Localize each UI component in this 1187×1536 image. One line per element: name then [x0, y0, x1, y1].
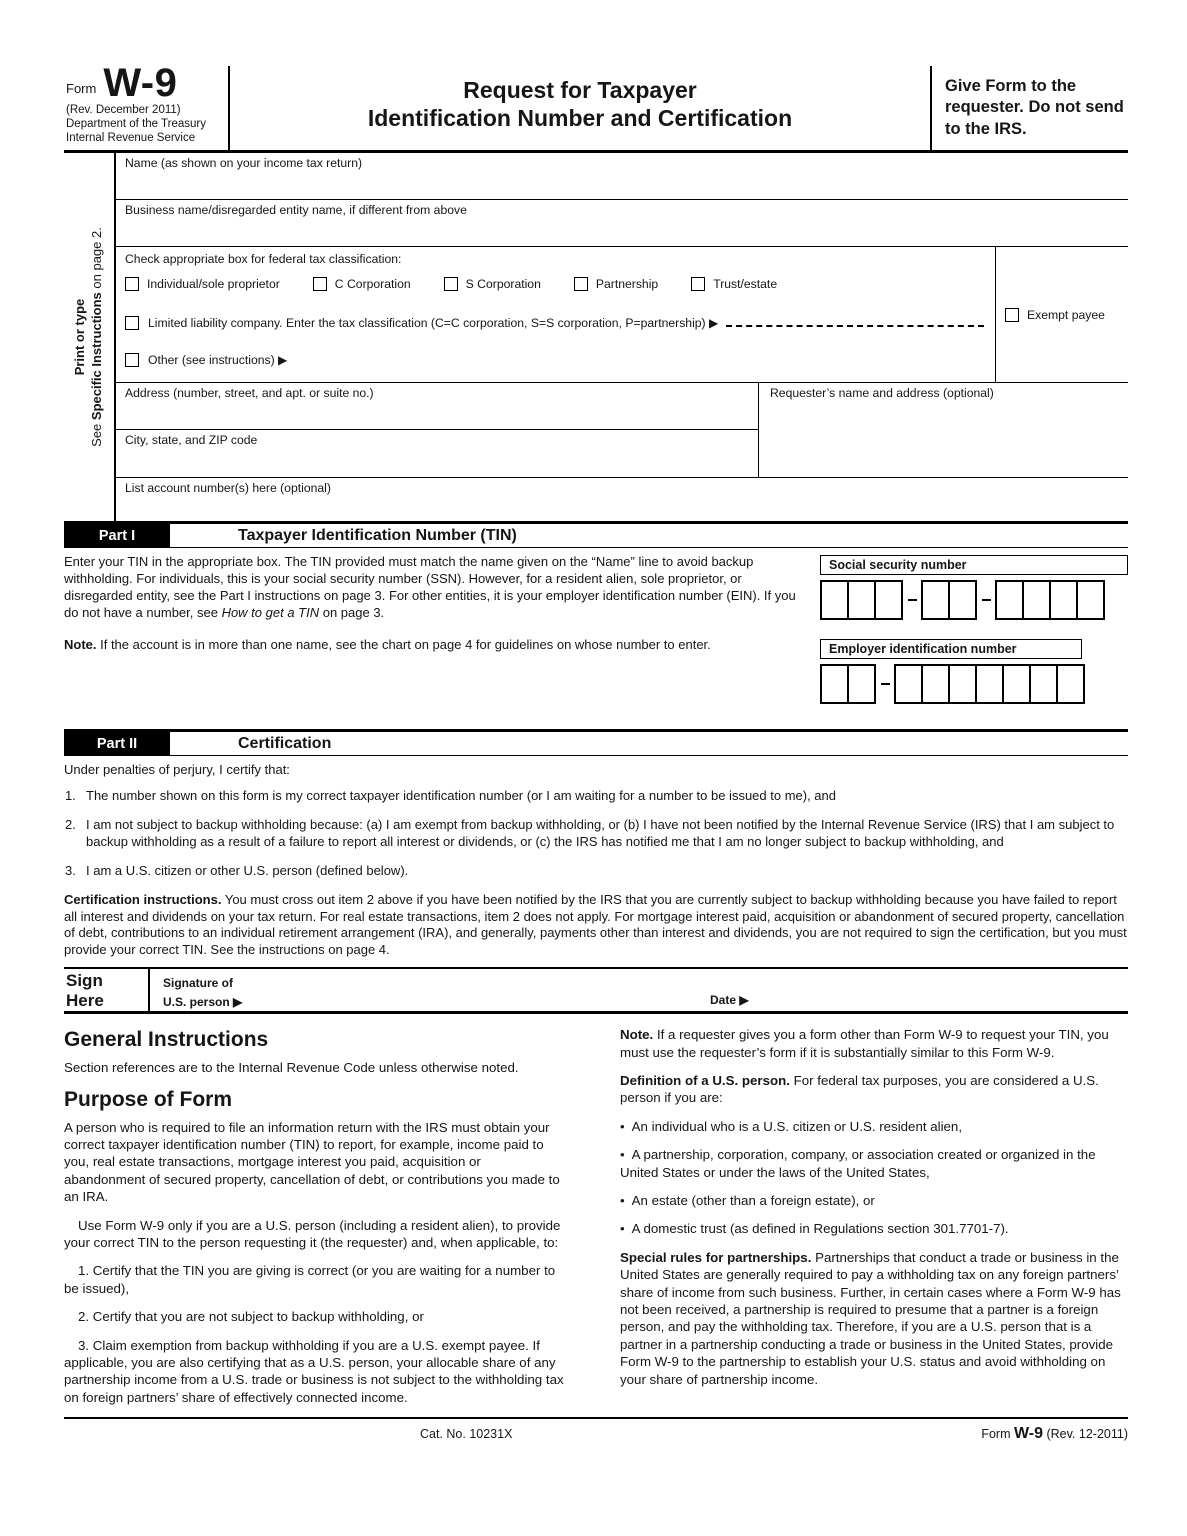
ein-digit-box[interactable] — [1056, 664, 1085, 704]
bullet-text: An estate (other than a foreign estate), or — [631, 1193, 875, 1209]
signature-of-label: Signature of — [163, 976, 234, 991]
footer-form-ref — [981, 1425, 1128, 1443]
ssn-label: Social security number — [820, 555, 1128, 575]
requester-note-lead: Note. — [620, 1027, 654, 1043]
see-instructions-bold: Specific Instructions — [89, 292, 104, 421]
ssn-dash — [903, 580, 921, 620]
ssn-digit-box[interactable] — [995, 580, 1024, 620]
special-rules-lead: Special rules for partnerships. — [620, 1249, 812, 1265]
ein-digit-box[interactable] — [1029, 664, 1058, 704]
definition-bullet-1 — [620, 1118, 1128, 1135]
classification-option — [313, 277, 411, 291]
llc-checkbox[interactable] — [125, 316, 139, 330]
ssn-digit-box[interactable] — [1076, 580, 1105, 620]
ssn-input-boxes — [820, 580, 1128, 620]
bullet-text: A domestic trust (as defined in Regulations section 301.7701-7). — [631, 1221, 1009, 1237]
part1-note — [64, 637, 806, 654]
c-corporation-label: C Corporation — [334, 277, 411, 292]
part1-instructions — [64, 554, 806, 723]
part1-paragraph-a: Enter your TIN in the appropriate box. The TIN provided must match the name given on the “Name” line to avoid backup withholding. For individuals, this is your social security number (SSN). However, for a resident alien, sole proprietor, or disregarded entity, see the Part I instructions on page 3. For other entities, it is your employer identification number (EIN). If you do not have a number, see — [64, 554, 796, 620]
date-input[interactable] — [749, 969, 1128, 1011]
ein-digit-box[interactable] — [1002, 664, 1031, 704]
trust-estate-label: Trust/estate — [713, 277, 778, 292]
ein-input-boxes — [820, 664, 1128, 704]
classification-option — [444, 277, 541, 291]
address-label: Address (number, street, and apt. or suite no.) — [125, 386, 374, 401]
ssn-digit-box[interactable] — [874, 580, 903, 620]
certification-instructions-lead: Certification instructions. — [64, 891, 222, 907]
classification-option — [574, 277, 658, 291]
general-instructions-section — [64, 1026, 1128, 1417]
name-field[interactable] — [116, 153, 1128, 200]
taxpayer-info-section — [64, 153, 1128, 521]
bullet-text: A partnership, corporation, company, or association created or organized in the United States or under the laws of the United States, — [620, 1147, 1096, 1180]
ssn-group-2 — [921, 580, 977, 620]
see-instructions-pre: See — [89, 420, 104, 447]
definition-bullet-4 — [620, 1220, 1128, 1237]
ssn-group-3 — [995, 580, 1105, 620]
date-label: Date ▶ — [710, 993, 749, 1008]
part1-badge: Part I — [64, 524, 170, 547]
part2-header — [64, 729, 1128, 756]
tax-classification-section — [116, 247, 1128, 383]
give-form-notice: Give Form to the requester. Do not send to the IRS. — [945, 77, 1124, 138]
instructions-left-column — [64, 1026, 564, 1417]
sign-word: Sign — [66, 971, 103, 991]
ssn-digit-box[interactable] — [820, 580, 849, 620]
print-or-type-sidebar — [64, 153, 114, 521]
definition-lead: Definition of a U.S. person. — [620, 1072, 790, 1088]
classification-caption: Check appropriate box for federal tax classification: — [125, 252, 402, 267]
signature-input[interactable] — [280, 969, 710, 1011]
llc-option-row — [125, 316, 986, 330]
business-name-label: Business name/disregarded entity name, if different from above — [125, 203, 467, 218]
item-number: 3. — [65, 862, 76, 878]
part2-content — [64, 762, 1128, 959]
here-word: Here — [66, 990, 104, 1010]
part2-title: Certification — [238, 734, 332, 752]
signature-label — [150, 969, 280, 1011]
ein-dash — [876, 664, 894, 704]
catalog-number: Cat. No. 10231X — [420, 1427, 513, 1442]
classification-option — [691, 277, 777, 291]
ein-digit-box[interactable] — [975, 664, 1004, 704]
city-state-zip-field[interactable] — [116, 430, 758, 477]
form-fields — [114, 153, 1128, 521]
certification-instructions — [64, 892, 1128, 960]
address-column — [116, 383, 759, 477]
purpose-item-2: 2. Certify that you are not subject to backup withholding, or — [78, 1309, 424, 1325]
partnership-checkbox[interactable] — [574, 277, 588, 291]
form-revision: (Rev. December 2011) — [66, 104, 181, 116]
certification-item-3 — [64, 863, 1128, 880]
part1-header — [64, 521, 1128, 548]
ssn-digit-box[interactable] — [847, 580, 876, 620]
account-numbers-label: List account number(s) here (optional) — [125, 481, 331, 496]
ein-digit-box[interactable] — [894, 664, 923, 704]
ssn-dash — [977, 580, 995, 620]
footer-form-number: W-9 — [1013, 1425, 1043, 1443]
part1-paragraph-b: on page 3. — [319, 604, 385, 620]
instructions-right-column — [620, 1026, 1128, 1417]
part1-content — [64, 548, 1128, 729]
trust-estate-checkbox[interactable] — [691, 277, 705, 291]
purpose-of-form-title: Purpose of Form — [64, 1087, 233, 1111]
see-instructions-post: on page 2. — [89, 227, 104, 293]
tin-boxes-column — [820, 554, 1128, 723]
us-person-label: U.S. person ▶ — [163, 994, 243, 1009]
other-option-row — [125, 353, 986, 367]
form-title-line2: Identification Number and Certification — [367, 105, 793, 132]
other-label: Other (see instructions) ▶ — [148, 353, 288, 368]
exempt-payee-cell — [995, 247, 1128, 382]
bullet-icon: • — [620, 1193, 625, 1209]
llc-label: Limited liability company. Enter the tax classification (C=C corporation, S=S corporation, P=partnership) ▶ — [148, 316, 719, 331]
individual-sole-proprietor-checkbox[interactable] — [125, 277, 139, 291]
ssn-digit-box[interactable] — [1049, 580, 1078, 620]
item-text: The number shown on this form is my correct taxpayer identification number (or I am waiting for a number to be issued to me), and — [86, 788, 837, 804]
business-name-field[interactable] — [116, 200, 1128, 247]
form-title-line1: Request for Taxpayer — [463, 76, 697, 103]
other-checkbox[interactable] — [125, 353, 139, 367]
form-header — [64, 61, 1128, 153]
item-text: I am not subject to backup withholding because: (a) I am exempt from backup withholding, or (b) I have not been notified by the Internal Revenue Service (IRS) that I am subject to backup withholding as a result of a failure to report all interest or dividends, or (c) the IRS has notified me that I am no longer subject to backup withholding, and — [86, 816, 1115, 849]
part1-note-text: If the account is in more than one name, see the chart on page 4 for guidelines on whose number to enter. — [96, 636, 711, 652]
exempt-payee-label: Exempt payee — [1027, 307, 1105, 322]
item-number: 1. — [65, 788, 76, 804]
ein-digit-box[interactable] — [847, 664, 876, 704]
department-name: Department of the Treasury — [66, 118, 206, 131]
classification-option — [125, 277, 280, 291]
individual-sole-proprietor-label: Individual/sole proprietor — [147, 277, 280, 292]
part1-title: Taxpayer Identification Number (TIN) — [238, 526, 517, 544]
ein-digit-box[interactable] — [820, 664, 849, 704]
agency-name: Internal Revenue Service — [66, 132, 196, 145]
ssn-digit-box[interactable] — [948, 580, 977, 620]
form-word: Form — [66, 81, 97, 96]
definition-bullet-3 — [620, 1192, 1128, 1209]
requester-note — [620, 1026, 1128, 1061]
part1-note-lead: Note. — [64, 636, 97, 652]
ein-group-1 — [820, 664, 876, 704]
footer-form-rev: (Rev. 12-2011) — [1046, 1427, 1128, 1442]
item-text: I am a U.S. citizen or other U.S. person (defined below). — [86, 862, 409, 878]
name-label: Name (as shown on your income tax return) — [125, 156, 363, 171]
purpose-item-3: 3. Claim exemption from backup withholding if you are a U.S. exempt payee. If applicable, you are also certifying that as a U.S. person, your allocable share of any partnership income from a U.S. trade or business is not subject to the withholding tax on foreign partners’ share of effectively connected income. — [64, 1337, 564, 1405]
bullet-icon: • — [620, 1221, 625, 1237]
ein-digit-box[interactable] — [921, 664, 950, 704]
bullet-icon: • — [620, 1118, 625, 1134]
certification-intro: Under penalties of perjury, I certify that: — [64, 762, 290, 778]
ein-group-2 — [894, 664, 1085, 704]
requester-label: Requester’s name and address (optional) — [770, 386, 994, 401]
c-corporation-checkbox[interactable] — [313, 277, 327, 291]
form-id-block — [64, 61, 230, 150]
s-corporation-label: S Corporation — [465, 277, 541, 292]
ein-digit-box[interactable] — [948, 664, 977, 704]
sign-here-label — [64, 969, 148, 1011]
tax-classification-main — [116, 247, 995, 382]
city-state-zip-label: City, state, and ZIP code — [125, 433, 258, 448]
ssn-digit-box[interactable] — [1022, 580, 1051, 620]
us-person-definition — [620, 1072, 1128, 1107]
item-number: 2. — [65, 816, 76, 832]
account-numbers-field[interactable] — [116, 478, 1128, 521]
special-rules-text: Partnerships that conduct a trade or business in the United States are generally required to pay a withholding tax on any foreign partners’ share of income from such business. Further, in certain cases where a Form W-9 has not been received, a partnership is required to presume that a partner is a foreign person, and pay the withholding tax. Therefore, if you are a U.S. person that is a partner in a partnership conducting a trade or business in the United States, provide Form W-9 to the partnership to establish your U.S. status and avoid withholding on your share of partnership income. — [620, 1249, 1121, 1387]
certification-item-2 — [64, 817, 1128, 851]
partnership-label: Partnership — [595, 277, 659, 292]
exempt-payee-checkbox[interactable] — [1005, 308, 1019, 322]
s-corporation-checkbox[interactable] — [444, 277, 458, 291]
llc-classification-input[interactable] — [726, 325, 984, 327]
certification-instructions-text: You must cross out item 2 above if you have been notified by the IRS that you are currently subject to backup withholding because you have failed to report all interest and dividends on your tax return. For real estate transactions, item 2 does not apply. For mortgage interest paid, acquisition or abandonment of secured property, cancellation of debt, contributions to an individual retirement arrangement (IRA), and generally, payments other than interest and dividends, you are not required to sign the certification, but you must provide your correct TIN. See the instructions on page 4. — [64, 891, 1127, 958]
ssn-group-1 — [820, 580, 903, 620]
certification-item-1 — [64, 788, 1128, 805]
general-instructions-title: General Instructions — [64, 1028, 269, 1052]
purpose-item-1: 1. Certify that the TIN you are giving is correct (or you are waiting for a number to be issued), — [64, 1263, 556, 1296]
special-rules-paragraph — [620, 1249, 1128, 1388]
definition-text: For federal tax purposes, you are considered a U.S. person if you are: — [620, 1072, 1099, 1106]
form-title-block — [230, 66, 932, 150]
requester-name-address-field[interactable] — [759, 383, 1128, 477]
part2-badge: Part II — [64, 732, 170, 755]
part1-paragraph-italic: How to get a TIN — [221, 604, 320, 620]
ein-label: Employer identification number — [820, 639, 1082, 659]
requester-note-text: If a requester gives you a form other than Form W-9 to request your TIN, you must use the requester’s form if it is substantially similar to this Form W-9. — [620, 1027, 1109, 1060]
footer-form-word: Form — [981, 1427, 1011, 1442]
address-requester-grid — [116, 383, 1128, 478]
section-references-text: Section references are to the Internal Revenue Code unless otherwise noted. — [64, 1060, 519, 1076]
page-footer — [64, 1417, 1128, 1443]
purpose-paragraph-2: Use Form W-9 only if you are a U.S. person (including a resident alien), to provide your correct TIN to the person requesting it (the requester) and, when applicable, to: — [64, 1217, 561, 1251]
bullet-text: An individual who is a U.S. citizen or U.S. resident alien, — [631, 1118, 963, 1134]
signature-section — [64, 967, 1128, 1014]
form-title — [368, 76, 792, 132]
print-or-type-line: Print or type — [72, 298, 88, 376]
print-or-type-label — [72, 161, 106, 513]
classification-checkbox-row — [125, 277, 986, 291]
purpose-paragraph-1: A person who is required to file an information return with the IRS must obtain your correct taxpayer identification number (TIN) to report, for example, income paid to you, real estate transactions, mortgage interest you paid, acquisition or abandonment of secured property, cancellation of debt, or contributions you made to an IRA. — [64, 1119, 560, 1205]
bullet-icon: • — [620, 1147, 625, 1163]
part1-paragraph — [64, 554, 806, 622]
address-field[interactable] — [116, 383, 758, 430]
definition-bullet-2 — [620, 1146, 1128, 1181]
form-number: W-9 — [103, 61, 178, 105]
ssn-digit-box[interactable] — [921, 580, 950, 620]
